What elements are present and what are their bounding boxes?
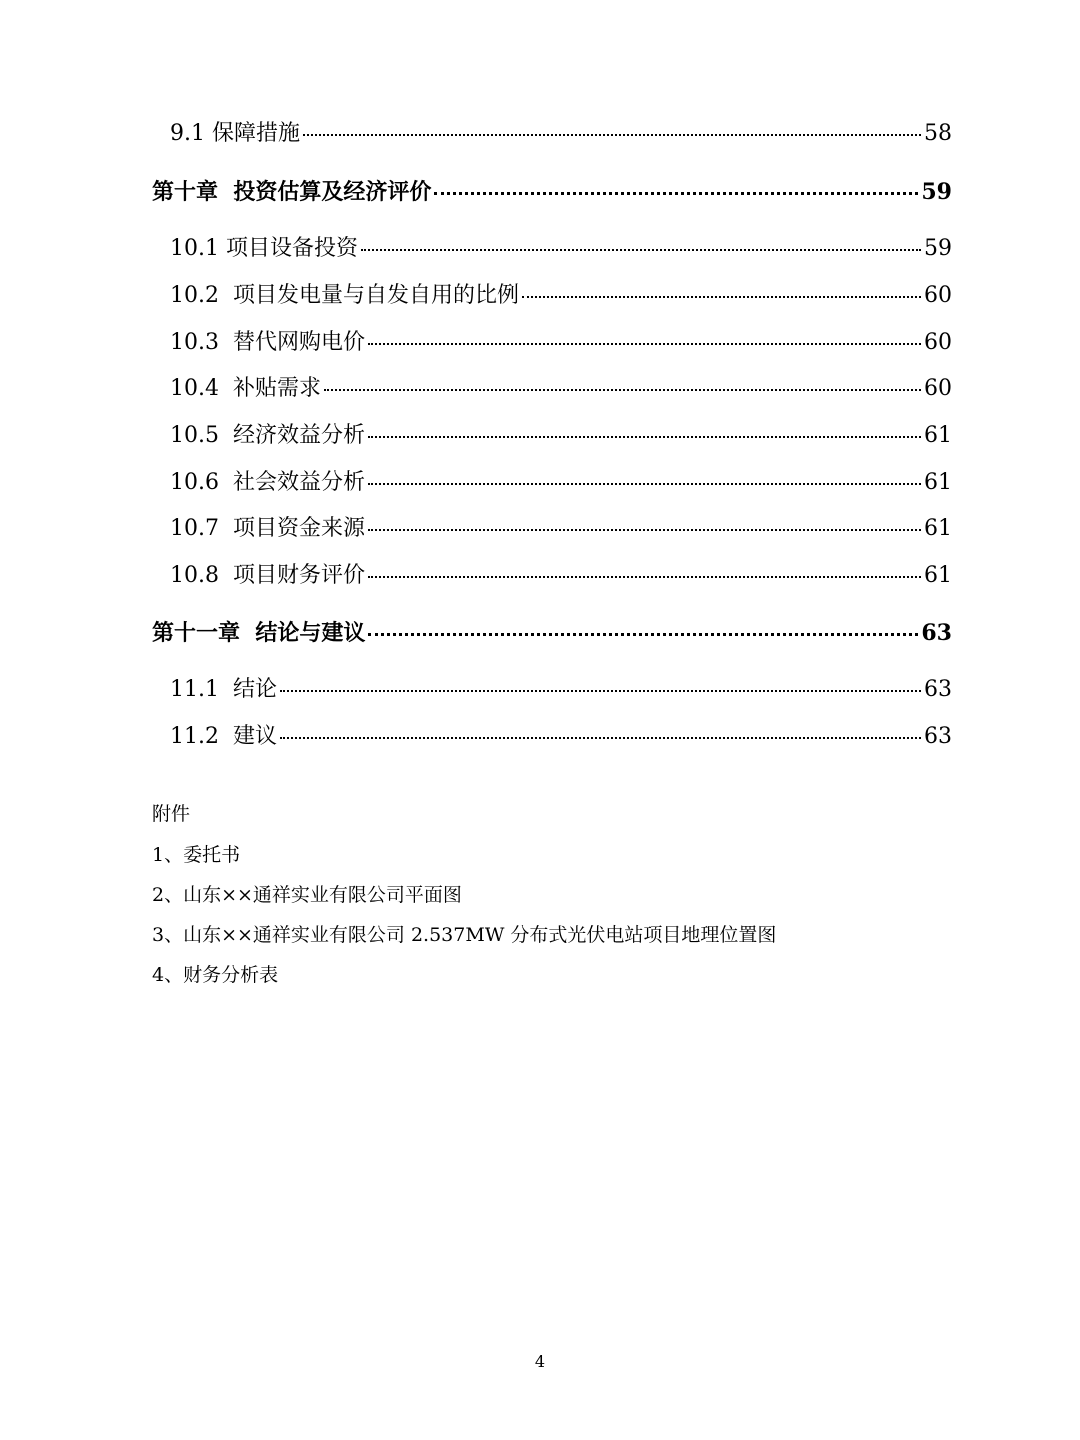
toc-entry-number: 11.2 — [170, 724, 233, 749]
toc-dot-leader — [361, 249, 921, 251]
toc-entry[interactable] — [170, 726, 952, 748]
toc-entry-page: 61 — [924, 563, 952, 588]
toc-entry-page: 61 — [924, 423, 952, 448]
toc-entry-page: 59 — [921, 179, 952, 205]
appendix-heading: 附件 — [152, 803, 191, 825]
toc-entry-title: 补贴需求 — [232, 376, 321, 401]
toc-entry-title: 社会效益分析 — [232, 470, 365, 495]
toc-entry[interactable] — [170, 472, 952, 494]
toc-entry[interactable] — [170, 565, 952, 587]
toc-dot-leader — [368, 529, 921, 531]
toc-entry-number: 10.3 — [170, 330, 233, 355]
toc-entry-title: 投资估算及经济评价 — [233, 179, 432, 205]
toc-dot-leader — [303, 134, 921, 136]
toc-entry-title: 结论 — [232, 677, 277, 702]
toc-entry-title: 替代网购电价 — [232, 330, 365, 355]
toc-entry[interactable] — [170, 378, 952, 400]
toc-dot-leader — [324, 389, 921, 391]
toc-entry-title: 项目发电量与自发自用的比例 — [232, 283, 519, 308]
toc-entry[interactable] — [170, 332, 952, 354]
toc-entry[interactable] — [170, 425, 952, 447]
toc-chapter-entry[interactable] — [152, 622, 952, 644]
toc-dot-leader — [368, 436, 921, 438]
toc-entry-number: 10.2 — [170, 283, 233, 308]
toc-entry-number: 第十章 — [152, 179, 234, 205]
toc-entry-page: 61 — [924, 516, 952, 541]
toc-entry-number: 10.6 — [170, 470, 233, 495]
toc-dot-leader — [280, 690, 921, 692]
toc-entry-number: 10.1 — [170, 236, 226, 261]
toc-entry-number: 10.8 — [170, 563, 233, 588]
toc-entry-page: 60 — [924, 330, 952, 355]
toc-entry-title: 结论与建议 — [255, 620, 366, 646]
page-number: 4 — [534, 1352, 546, 1371]
toc-entry-title: 项目财务评价 — [232, 563, 365, 588]
toc-entry-page: 59 — [924, 236, 952, 261]
toc-entry-page: 63 — [924, 724, 952, 749]
toc-entry[interactable] — [170, 285, 952, 307]
appendix-item: 4、财务分析表 — [152, 964, 279, 986]
toc-entry-title: 保障措施 — [211, 121, 300, 146]
toc-dot-leader — [368, 483, 921, 485]
toc-entry-page: 58 — [924, 121, 952, 146]
toc-entry-number: 10.5 — [170, 423, 233, 448]
toc-entry[interactable] — [170, 679, 952, 701]
toc-entry-number: 第十一章 — [152, 620, 256, 646]
appendix-item: 3、山东××通祥实业有限公司 2.537MW 分布式光伏电站项目地理位置图 — [152, 924, 777, 946]
toc-entry-number: 10.4 — [170, 376, 233, 401]
toc-entry[interactable] — [170, 518, 952, 540]
toc-entry-page: 60 — [924, 283, 952, 308]
toc-entry-title: 项目设备投资 — [225, 236, 358, 261]
toc-chapter-entry[interactable] — [152, 181, 952, 203]
toc-entry-number: 11.1 — [170, 677, 233, 702]
toc-dot-leader — [368, 576, 921, 578]
toc-entry-page: 63 — [924, 677, 952, 702]
toc-dot-leader — [280, 737, 921, 739]
toc-entry-number: 9.1 — [170, 121, 212, 146]
appendix-item: 2、山东××通祥实业有限公司平面图 — [152, 884, 462, 906]
toc-entry-title: 项目资金来源 — [232, 516, 365, 541]
toc-entry[interactable] — [170, 238, 952, 260]
toc-entry-page: 60 — [924, 376, 952, 401]
toc-entry-page: 63 — [921, 620, 952, 646]
toc-entry[interactable] — [170, 123, 952, 145]
appendix-item: 1、委托书 — [152, 844, 241, 866]
toc-dot-leader — [434, 192, 918, 195]
toc-dot-leader — [522, 296, 921, 298]
toc-entry-page: 61 — [924, 470, 952, 495]
toc-entry-title: 经济效益分析 — [232, 423, 365, 448]
toc-entry-number: 10.7 — [170, 516, 233, 541]
toc-dot-leader — [368, 343, 921, 345]
toc-entry-title: 建议 — [232, 724, 277, 749]
toc-dot-leader — [368, 633, 918, 636]
